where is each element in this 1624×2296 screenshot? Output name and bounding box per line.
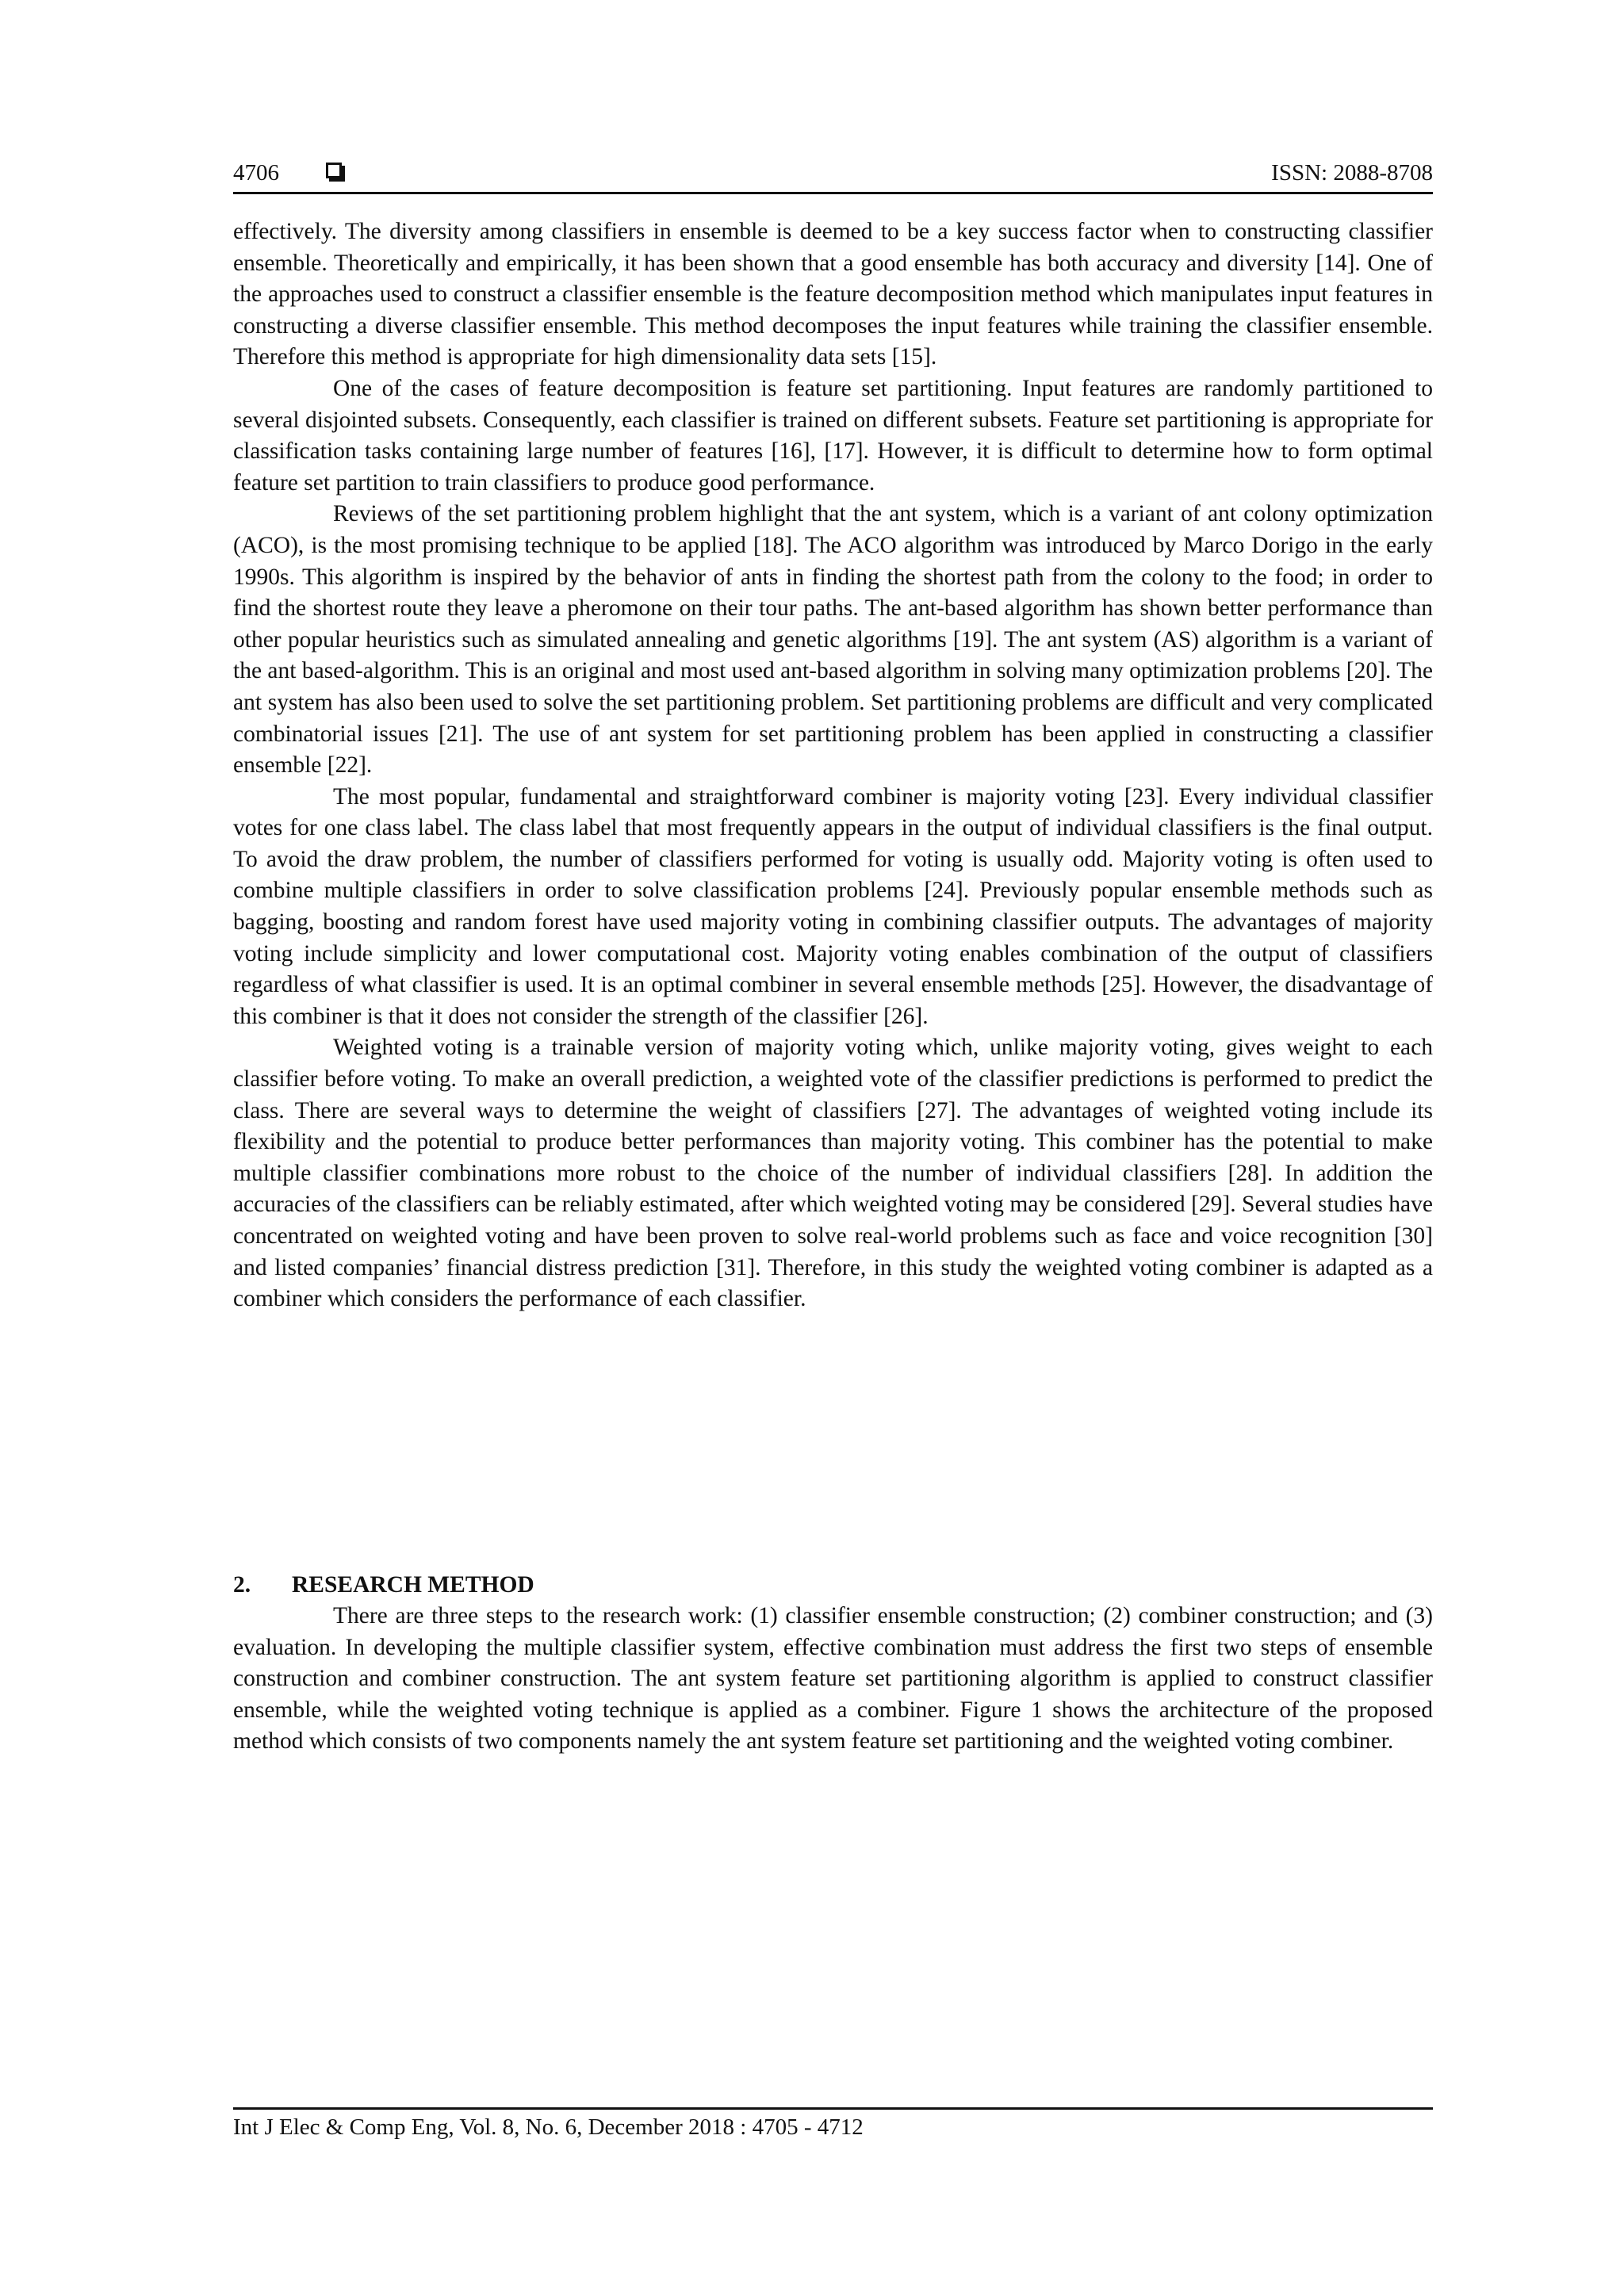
document-page [233, 0, 1433, 2296]
page-number: 4706 [233, 160, 279, 186]
paragraph: Weighted voting is a trainable version of majority voting which, unlike majority voting, gives weight to each classifier before voting. To make an overall prediction, a weighted vote of the classifier predictions is performed to predict the class. There are several ways to determine the weight of classifiers [27]. The advantages of weighted voting include its flexibility and the potential to produce better performances than majority voting. This combiner has the potential to make multiple classifier combinations more robust to the choice of the number of individual classifiers [28]. In addition the accuracies of the classifiers can be reliably estimated, after which weighted voting may be considered [29]. Several studies have concentrated on weighted voting and have been proven to solve real-world problems such as face and voice recognition [30] and listed companies’ financial distress prediction [31]. Therefore, in this study the weighted voting combiner is adapted as a combiner which considers the performance of each classifier. [233, 1035, 1433, 1312]
section-number: 2. [233, 1572, 251, 1598]
issn-label: ISSN: 2088-8708 [1271, 160, 1433, 186]
box-bullet-icon [326, 163, 342, 178]
section-heading [233, 1569, 1433, 1601]
header-divider [233, 192, 1433, 194]
paragraph: There are three steps to the research work: (1) classifier ensemble construction; (2) combiner construction; and (3) evaluation. In developing the multiple classifier system, effective combination must address the first two steps of ensemble construction and combiner construction. The ant system feature set partitioning algorithm is applied to construct classifier ensemble, while the weighted voting technique is applied as a combiner. Figure 1 shows the architecture of the proposed method which consists of two components namely the ant system feature set partitioning and the weighted voting combiner. [233, 1603, 1433, 1755]
section-title: RESEARCH METHOD [292, 1572, 534, 1598]
paragraph: One of the cases of feature decomposition is feature set partitioning. Input features are randomly partitioned to several disjointed subsets. Consequently, each classifier is trained on different subsets. Feature set partitioning is appropriate for classification tasks containing large number of features [16], [17]. However, it is difficult to determine how to form optimal feature set partition to train classifiers to produce good performance. [233, 375, 1433, 496]
page-footer: Int J Elec & Comp Eng, Vol. 8, No. 6, December 2018 : 4705 - 4712 [233, 2114, 864, 2140]
section-body [233, 1601, 1433, 1758]
paragraph: Reviews of the set partitioning problem highlight that the ant system, which is a variant of ant colony optimization (ACO), is the most promising technique to be applied [18]. The ACO algorithm was introduced by Marco Dorigo in the early 1990s. This algorithm is inspired by the behavior of ants in finding the shortest path from the colony to the food; in order to find the shortest route they leave a pheromone on their tour paths. The ant-based algorithm has shown better performance than other popular heuristics such as simulated annealing and genetic algorithms [19]. The ant system (AS) algorithm is a variant of the ant based-algorithm. This is an original and most used ant-based algorithm in solving many optimization problems [20]. The ant system has also been used to solve the set partitioning problem. Set partitioning problems are difficult and very complicated combinatorial issues [21]. The use of ant system for set partitioning problem has been applied in constructing a classifier ensemble [22]. [233, 501, 1433, 779]
paragraph: effectively. The diversity among classifiers in ensemble is deemed to be a key success factor when to constructing classifier ensemble. Theoretically and empirically, it has been shown that a good ensemble has both accuracy and diversity [14]. One of the approaches used to construct a classifier ensemble is the feature decomposition method which manipulates input features in constructing a diverse classifier ensemble. This method decomposes the input features while training the classifier ensemble. Therefore this method is appropriate for high dimensionality data sets [15]. [233, 219, 1433, 370]
paragraph: The most popular, fundamental and straightforward combiner is majority voting [23]. Every individual classifier votes for one class label. The class label that most frequently appears in the output of individual classifiers is the final output. To avoid the draw problem, the number of classifiers performed for voting is usually odd. Majority voting is often used to combine multiple classifiers in order to solve classification problems [24]. Previously popular ensemble methods such as bagging, boosting and random forest have used majority voting in combining classifier outputs. The advantages of majority voting include simplicity and lower computational cost. Majority voting enables combination of the output of classifiers regardless of what classifier is used. It is an optimal combiner in several ensemble methods [25]. However, the disadvantage of this combiner is that it does not consider the strength of the classifier [26]. [233, 783, 1433, 1029]
body-text [233, 216, 1433, 1315]
footer-divider [233, 2107, 1433, 2110]
page-header [233, 155, 1433, 190]
